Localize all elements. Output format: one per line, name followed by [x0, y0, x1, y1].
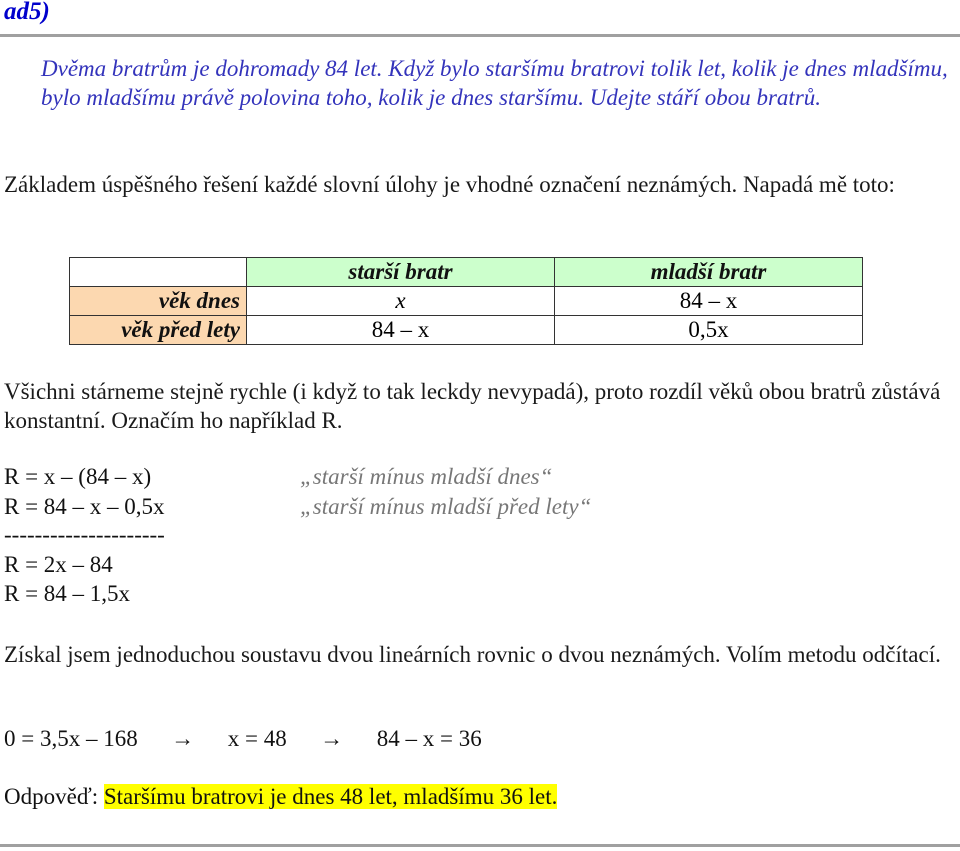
arrow-right-icon: → [320, 726, 344, 751]
problem-statement: Dvěma bratrům je dohromady 84 let. Když bylo staršímu bratrovi tolik let, kolik je dnes mladšímu, bylo mladšímu právě polovina toho, kolik je dnes staršímu. Udejte stáří obou bratrů. [41, 56, 948, 110]
solution-step-2: x = 48 [227, 726, 287, 751]
section-heading: ad5) [4, 0, 50, 25]
column-header-older: starší bratr [247, 258, 555, 287]
equation-separator: --------------------- [4, 522, 165, 547]
answer-line [4, 784, 557, 810]
equation-note: „starší mínus mladší před lety“ [300, 494, 592, 519]
equation-note: „starší mínus mladší dnes“ [300, 464, 553, 489]
row-header-today: věk dnes [70, 287, 247, 316]
bottom-divider [0, 844, 960, 847]
table-corner-cell [70, 258, 247, 287]
equation-line: R = 84 – 1,5x [4, 581, 131, 606]
answer-label: Odpověď: [4, 784, 99, 809]
table-cell: x [247, 287, 555, 316]
row-header-years-ago: věk před lety [70, 316, 247, 345]
system-paragraph: Získal jsem jednoduchou soustavu dvou lineárních rovnic o dvou neznámých. Volím metodu odčítací. [4, 642, 941, 667]
equation-line: R = x – (84 – x) [4, 464, 152, 489]
top-divider [0, 34, 960, 37]
table-cell: 0,5x [555, 316, 863, 345]
explanation-paragraph: Všichni stárneme stejně rychle (i když to tak leckdy nevypadá), proto rozdíl věků obou bratrů zůstává konstantní. Označím ho například R. [4, 379, 941, 433]
table-header-row [70, 258, 863, 287]
equation-line: R = 2x – 84 [4, 552, 113, 577]
answer-text: Staršímu bratrovi je dnes 48 let, mladšímu 36 let. [103, 784, 558, 809]
arrow-right-icon: → [171, 726, 195, 751]
solution-step-1: 0 = 3,5x – 168 [4, 726, 138, 751]
solution-step-3: 84 – x = 36 [376, 726, 482, 751]
intro-paragraph: Základem úspěšného řešení každé slovní úlohy je vhodné označení neznámých. Napadá mě toto: [4, 172, 895, 197]
table-cell: 84 – x [555, 287, 863, 316]
age-table [69, 257, 863, 345]
table-row [70, 287, 863, 316]
column-header-younger: mladší bratr [555, 258, 863, 287]
solution-line [4, 726, 482, 752]
equation-line: R = 84 – x – 0,5x [4, 494, 165, 519]
table-cell: 84 – x [247, 316, 555, 345]
table-row [70, 316, 863, 345]
